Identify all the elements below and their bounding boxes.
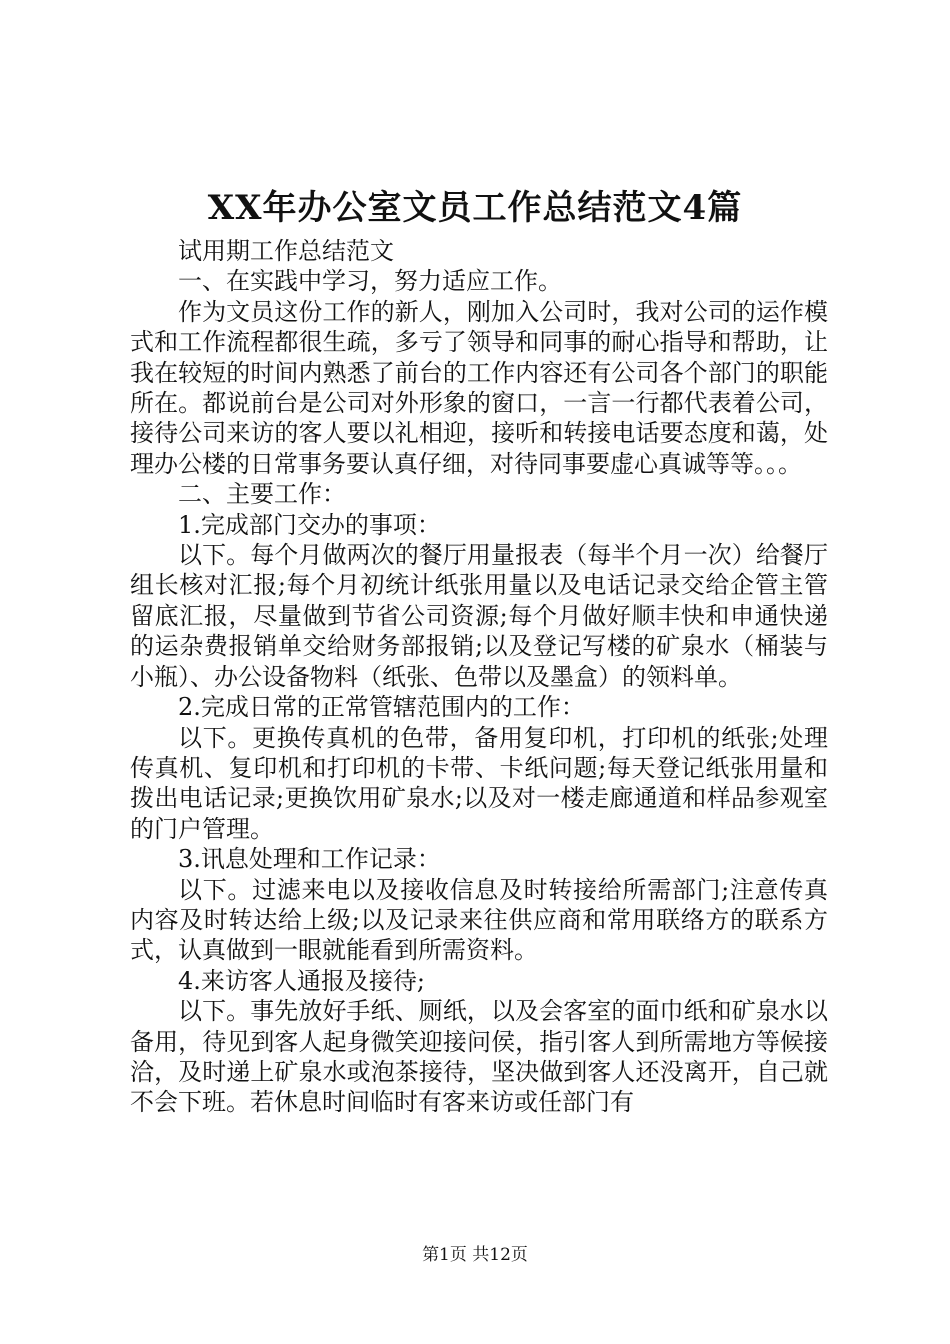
paragraph: 以下。更换传真机的色带，备用复印机，打印机的纸张;处理传真机、复印机和打印机的卡带、卡纸问题;每天登记纸张用量和拨出电话记录;更换饮用矿泉水;以及对一楼走廊通道和样品参观室的门户管理。 [130,723,828,843]
item-heading-3: 3.讯息处理和工作记录： [178,845,441,874]
item-heading-4: 4.来访客人通报及接待; [178,966,425,995]
paragraph: 以下。过滤来电以及接收信息及时转接给所需部门;注意传真内容及时转达给上级;以及记录来往供应商和常用联络方的联系方式，认真做到一眼就能看到所需资料。 [130,875,828,965]
item-heading-1: 1.完成部门交办的事项： [178,510,441,539]
document-title: XX年办公室文员工作总结范文4篇 [207,188,743,228]
section-heading-2: 二、主要工作： [178,480,346,509]
paragraph: 以下。每个月做两次的餐厅用量报表（每半个月一次）给餐厅组长核对汇报;每个月初统计纸张用量以及电话记录交给企管主管留底汇报，尽量做到节省公司资源;每个月做好顺丰快和申通快递的运杂费报销单交给财务部报销;以及登记写楼的矿泉水（桶装与小瓶）、办公设备物料（纸张、色带以及墨盒）的领料单。 [130,541,828,691]
paragraph: 以下。事先放好手纸、厕纸，以及会客室的面巾纸和矿泉水以备用，待见到客人起身微笑迎接问侯，指引客人到所需地方等候接洽，及时递上矿泉水或泡茶接待，坚决做到客人还没离开，自己就不会下班。若休息时间临时有客来访或任部门有 [130,997,828,1117]
document-body [130,236,828,1118]
item-heading-2: 2.完成日常的正常管辖范围内的工作： [178,693,585,722]
section-heading-1: 一、在实践中学习，努力适应工作。 [178,267,562,296]
paragraph: 作为文员这份工作的新人，刚加入公司时，我对公司的运作模式和工作流程都很生疏，多亏了领导和同事的耐心指导和帮助，让我在较短的时间内熟悉了前台的工作内容还有公司各个部门的职能所在。都说前台是公司对外形象的窗口，一言一行都代表着公司，接待公司来访的客人要以礼相迎，接听和转接电话要态度和蔼，处理办公楼的日常事务要认真仔细，对待同事要虚心真诚等等。。。 [130,297,828,478]
page-footer: 第1页 共12页 [422,1245,528,1265]
paragraph-subtitle: 试用期工作总结范文 [178,237,394,265]
